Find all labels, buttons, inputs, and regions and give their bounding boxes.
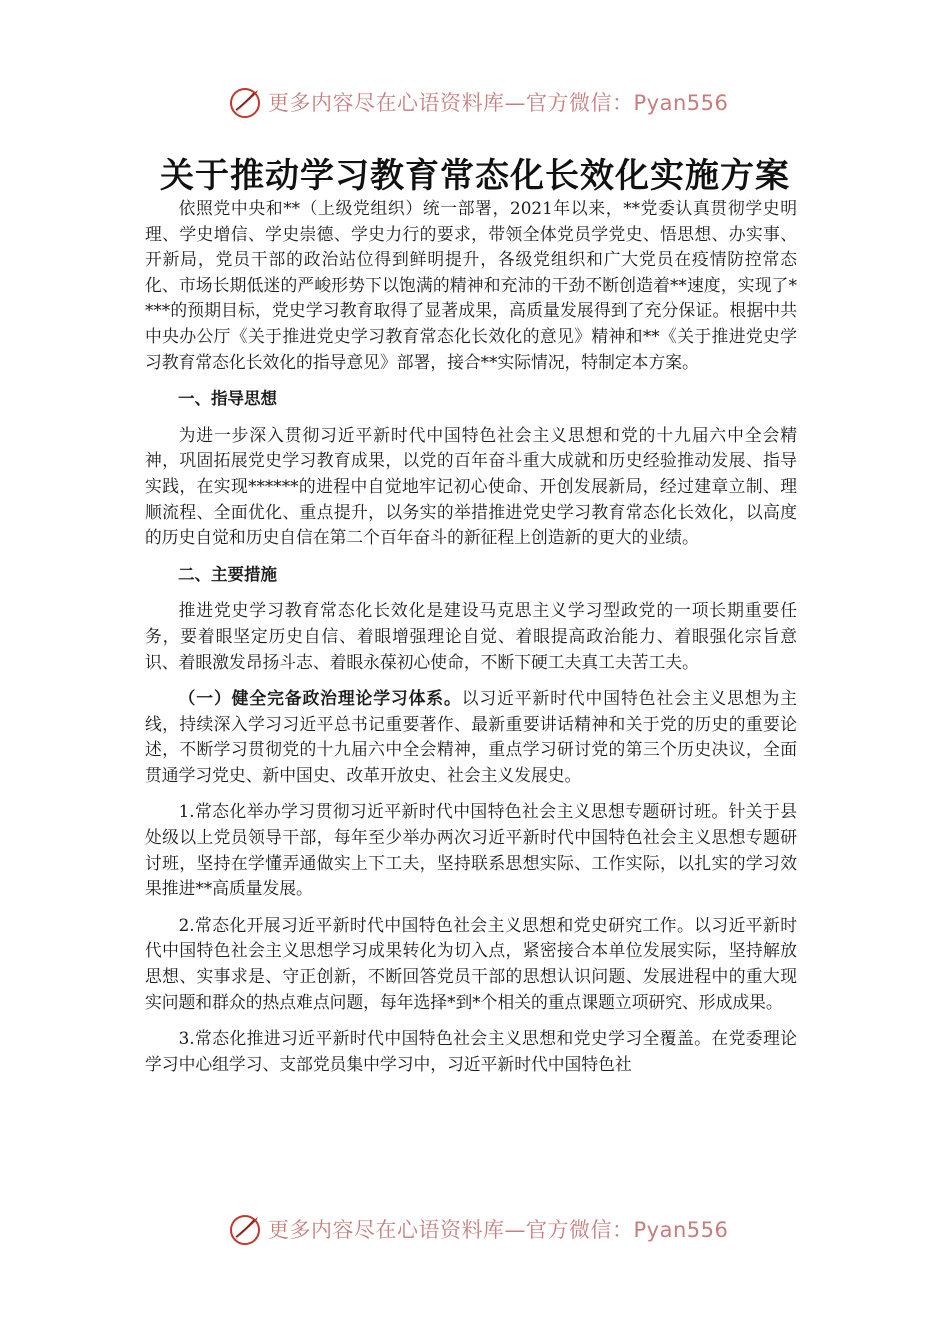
quill-logo-icon — [228, 84, 264, 120]
item-3-paragraph: 3.常态化推进习近平新时代中国特色社会主义思想和党史学习全覆盖。在党委理论学习中心组学习、支部党员集中学习中，习近平新时代中国特色社 — [145, 1028, 797, 1074]
document-title: 关于推动学习教育常态化长效化实施方案 — [160, 156, 790, 196]
item-1-paragraph: 1.常态化举办学习贯彻习近平新时代中国特色社会主义思想专题研讨班。针关于县处级以上党员领导干部，每年至少举办两次习近平新时代中国特色社会主义思想专题研讨班，坚持在学懂弄通做实上下工夫，坚持联系思想实际、工作实际，以扎实的学习效果推进**高质量发展。 — [145, 801, 797, 899]
subsection-1-heading: （一）健全完备政治理论学习体系。 — [178, 688, 462, 709]
subsection-1-text: 以习近平新时代中国特色社会主义思想为主线，持续深入学习习近平总书记重要著作、最新重要讲话精神和关于党的历史的重要论述，不断学习贯彻党的十九届六中全会精神，重点学习研讨党的第三个历史决议，全面贯通学习党史、新中国史、改革开放史、社会主义发展史。 — [145, 688, 797, 785]
guiding-ideology-paragraph: 为进一步深入贯彻习近平新时代中国特色社会主义思想和党的十九届六中全会精神，巩固拓展党史学习教育成果，以党的百年奋斗重大成就和历史经验推动发展、指导实践，在实现******的进程中自觉地牢记初心使命、开创发展新局，经过建章立制、理顺流程、全面优化、重点提升，以务实的举措推进党史学习教育常态化长效化，以高度的历史自觉和历史自信在第二个百年奋斗的新征程上创造新的更大的业绩。 — [145, 424, 797, 548]
header-watermark-banner — [228, 82, 728, 122]
intro-paragraph: 依照党中央和**（上级党组织）统一部署，2021年以来，**党委认真贯彻学史明理、学史增信、学史崇德、学史力行的要求，带领全体党员学党史、悟思想、办实事、开新局，党员干部的政治站位得到鲜明提升，各级党组织和广大党员在疫情防控常态化、市场长期低迷的严峻形势下以饱满的精神和充沛的干劲不断创造着**速度，实现了****的预期目标，党史学习教育取得了显著成果，高质量发展得到了充分保证。根据中共中央办公厅《关于推进党史学习教育常态化长效化的意见》精神和**《关于推进党史学习教育常态化长效化的指导意见》部署，接合**实际情况，特制定本方案。 — [145, 198, 797, 372]
banner-text: 更多内容尽在心语资料库—官方微信：Pyan556 — [268, 91, 729, 115]
item-2-paragraph: 2.常态化开展习近平新时代中国特色社会主义思想和党史研究工作。以习近平新时代中国特色社会主义思想学习成果转化为切入点，紧密接合本单位发展实际，坚持解放思想、实事求是、守正创新，不断回答党员干部的思想认识问题、发展进程中的重大现实问题和群众的热点难点问题，每年选择*到*个相关的重点课题立项研究、形成成果。 — [145, 914, 797, 1012]
quill-logo-icon — [228, 1211, 264, 1247]
document-body — [145, 196, 797, 1088]
banner-text: 更多内容尽在心语资料库—官方微信：Pyan556 — [268, 1218, 729, 1242]
footer-watermark-banner — [228, 1209, 728, 1249]
subsection-1-paragraph — [145, 686, 797, 788]
main-measures-paragraph: 推进党史学习教育常态化长效化是建设马克思主义学习型政党的一项长期重要任务，要着眼坚定历史自信、着眼增强理论自觉、着眼提高政治能力、着眼强化宗旨意识、着眼激发昂扬斗志、着眼永葆初心使命，不断下硬工夫真工夫苦工夫。 — [145, 600, 797, 672]
section-heading-guiding-ideology: 一、指导思想 — [178, 389, 277, 409]
section-heading-main-measures: 二、主要措施 — [178, 564, 277, 584]
